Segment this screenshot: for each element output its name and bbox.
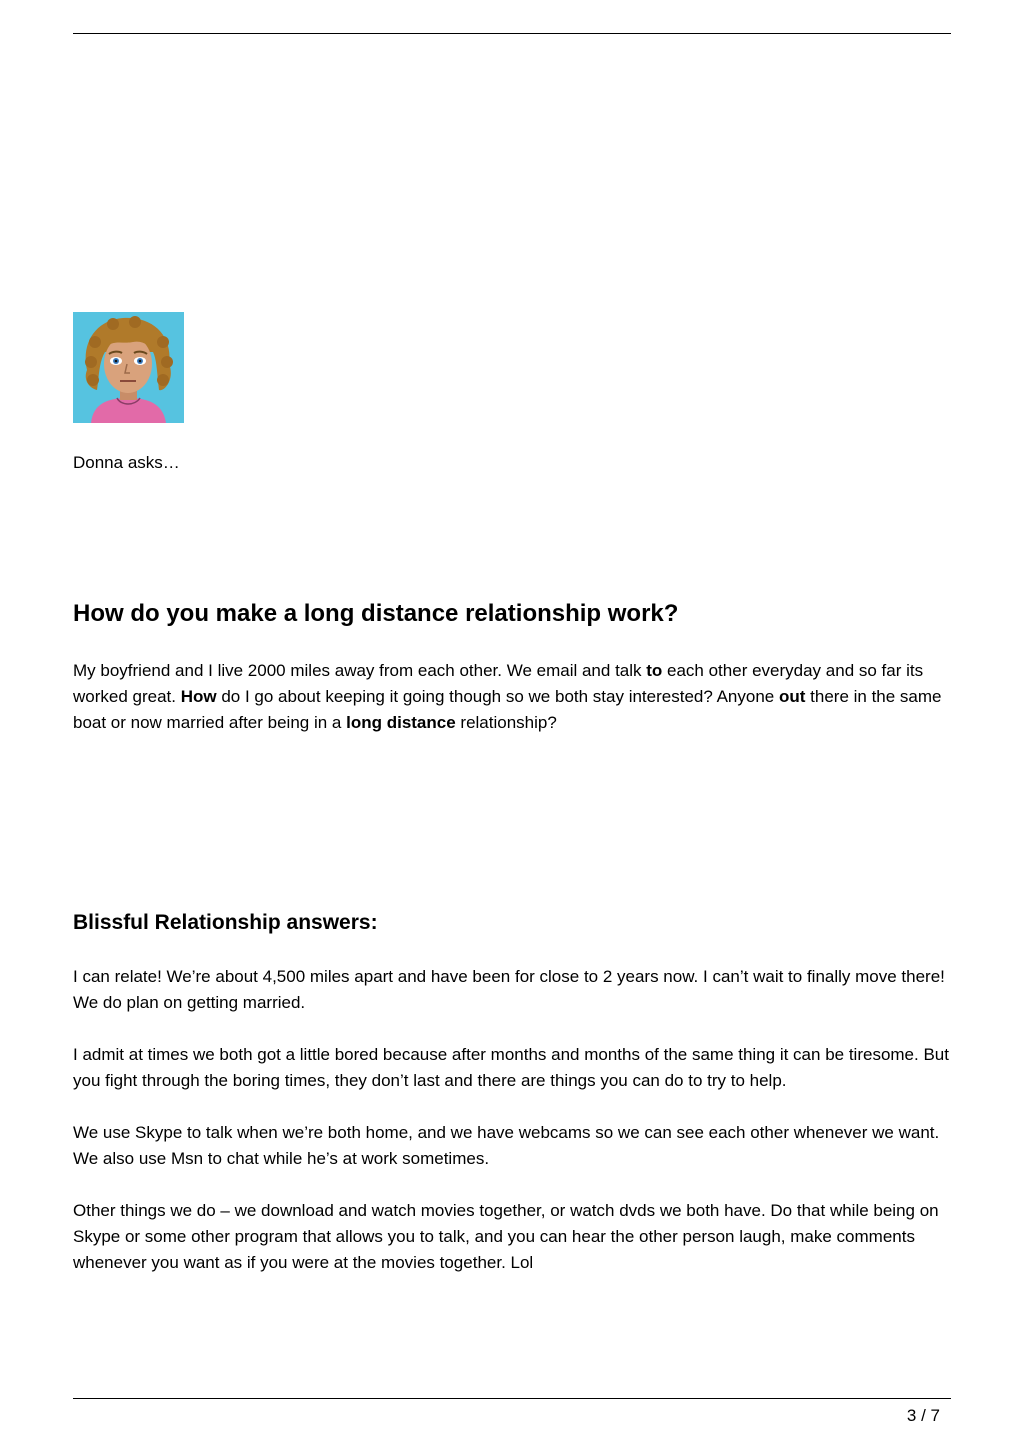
answer-paragraph: I admit at times we both got a little bored because after months and months of the same thing it can be tiresome. But you fight through the boring times, they don’t last and there are things you can do to try to help.: [73, 1045, 949, 1090]
answer-body: [73, 964, 953, 1302]
avatar-icon: [73, 312, 184, 423]
question-keyword: long distance: [346, 713, 456, 732]
question-title: How do you make a long distance relationship work?: [73, 600, 679, 627]
cartoon-woman-avatar-icon: [73, 312, 184, 423]
answer-paragraph: I can relate! We’re about 4,500 miles apart and have been for close to 2 years now. I can’t wait to finally move there! We do plan on getting married.: [73, 967, 945, 1012]
header-divider: [73, 33, 951, 34]
question-text-segment: do I go about keeping it going though so we both stay interested? Anyone: [216, 687, 779, 706]
answer-paragraph: We use Skype to talk when we’re both home, and we have webcams so we can see each other whenever we want. We also use Msn to chat while he’s at work sometimes.: [73, 1123, 940, 1168]
page-number: 3 / 7: [906, 1406, 940, 1425]
question-keyword: How: [180, 687, 217, 706]
question-body: [73, 658, 953, 736]
question-keyword: out: [778, 687, 806, 706]
question-text-segment: My boyfriend and I live 2000 miles away from each other. We email and talk: [73, 661, 647, 680]
answer-paragraph: Other things we do – we download and watch movies together, or watch dvds we both have. Do that while being on Skype or some other program that allows you to talk, and you can hear the other person laugh, make comments whenever you want as if you were at the movies together. Lol: [73, 1201, 939, 1272]
question-text-segment: relationship?: [455, 713, 557, 732]
question-keyword: to: [646, 661, 663, 680]
question-text-segment: there in the same boat or now married after being in a: [73, 687, 942, 732]
asker-label: Donna asks…: [73, 453, 180, 472]
answer-heading: Blissful Relationship answers:: [73, 911, 378, 934]
footer-divider: [73, 1398, 951, 1399]
question-text-segment: each other everyday and so far its worked great.: [73, 661, 924, 706]
